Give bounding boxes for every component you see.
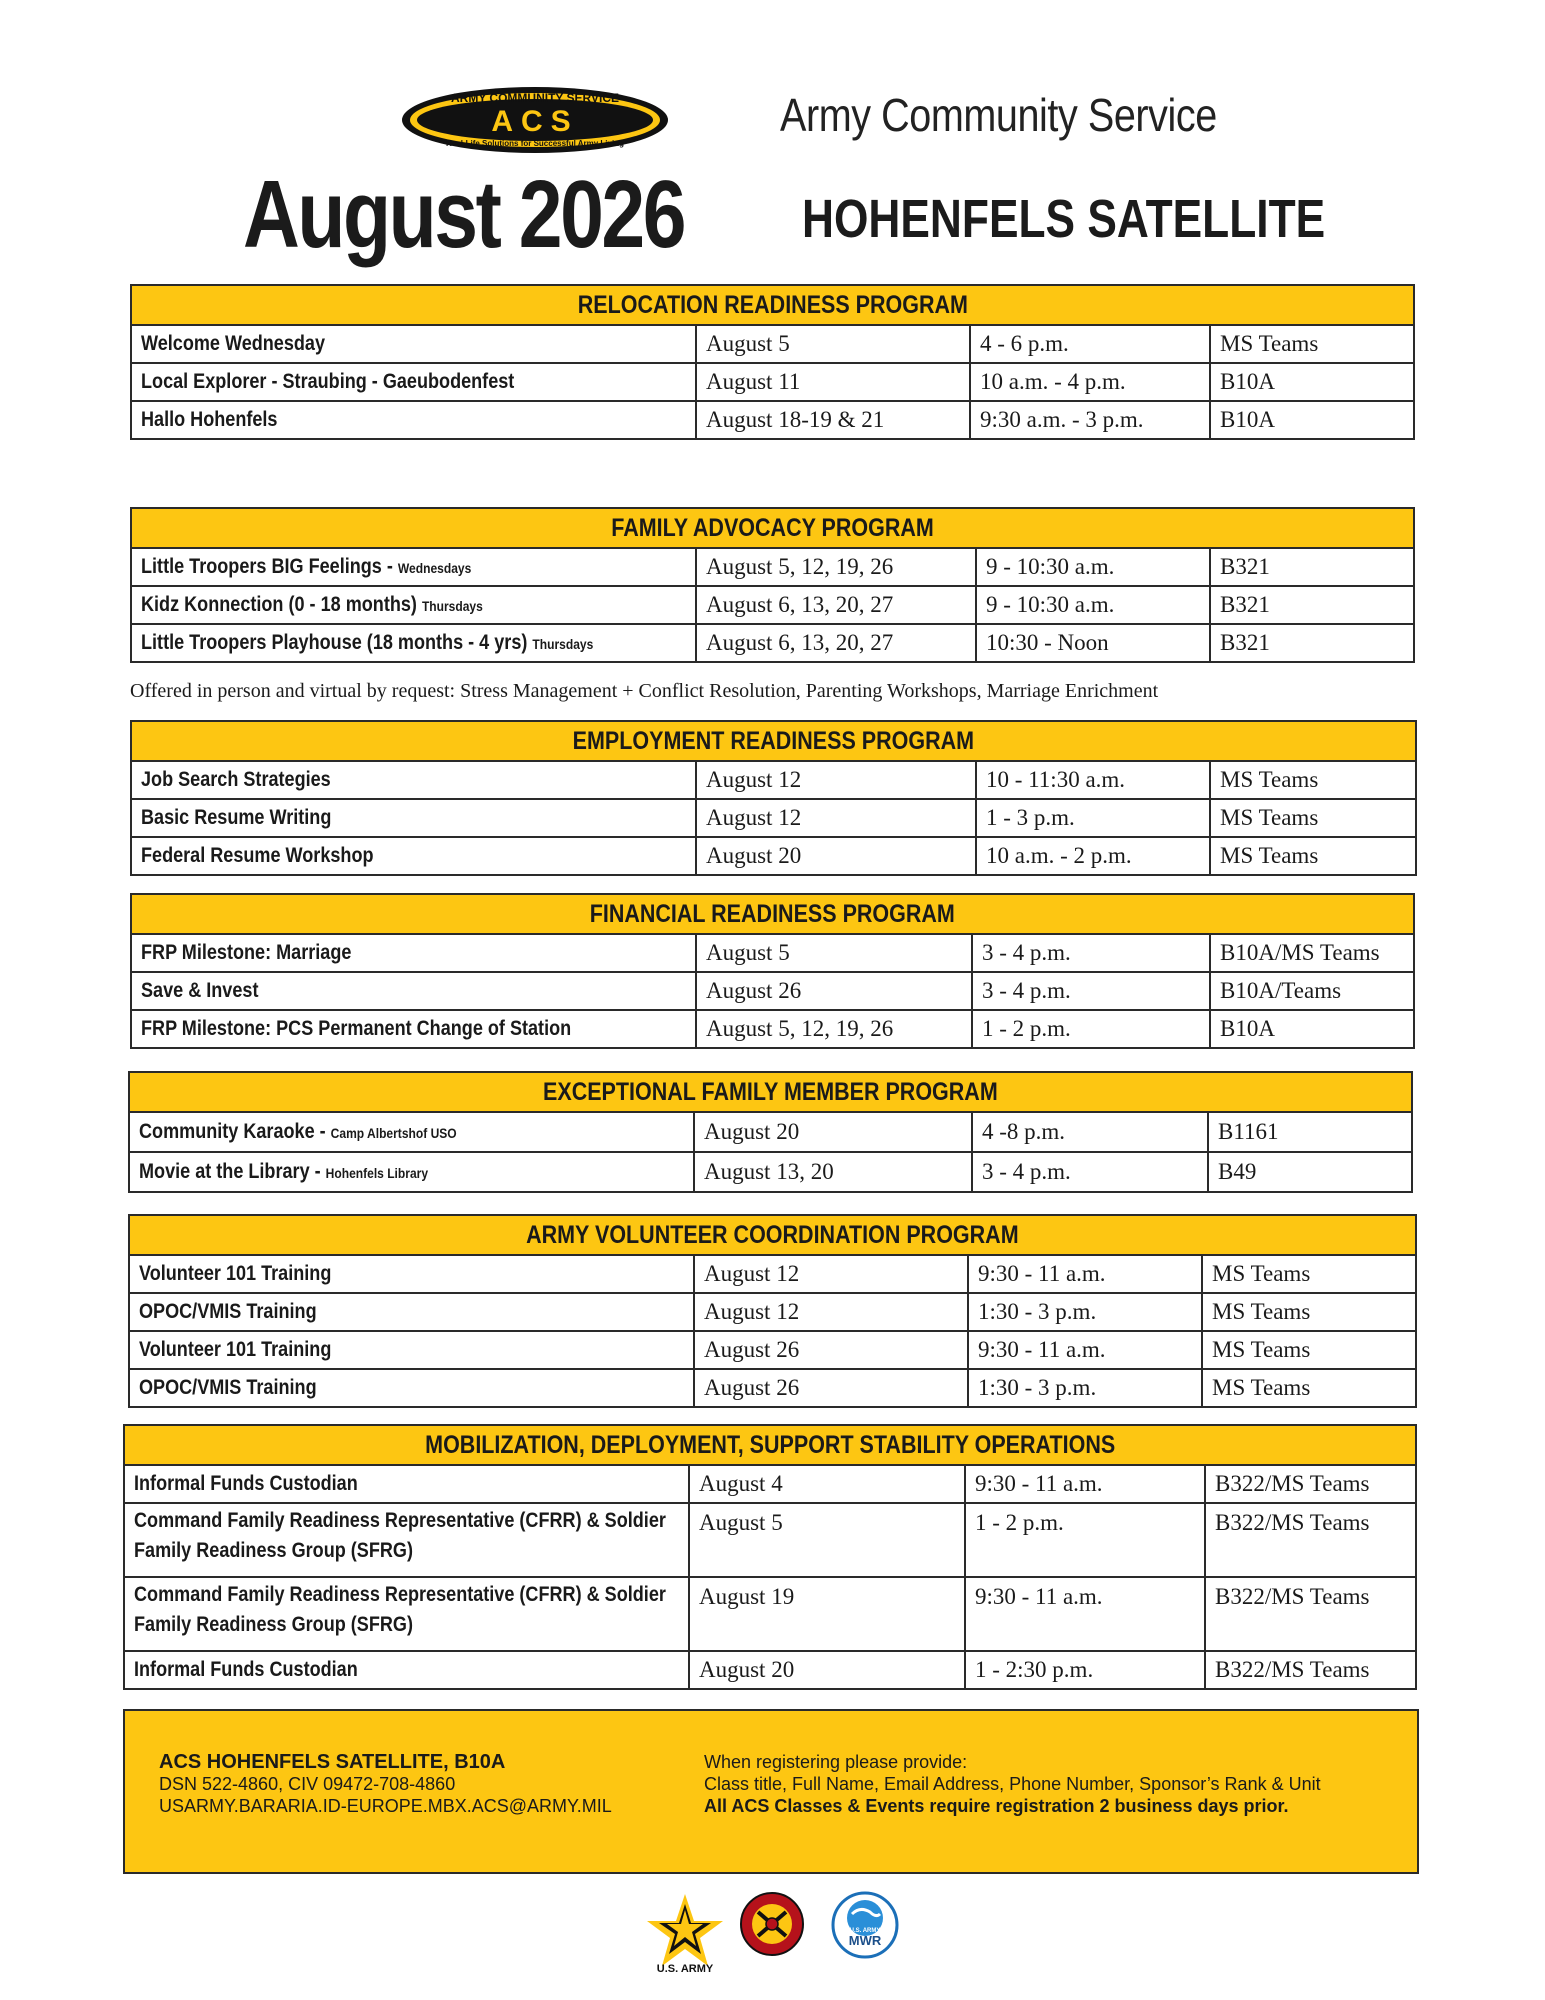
event-date: August 20	[689, 1651, 965, 1689]
mobilization-header: MOBILIZATION, DEPLOYMENT, SUPPORT STABILITY OPERATIONS	[124, 1425, 1416, 1465]
event-date: August 26	[696, 972, 972, 1010]
event-date: August 12	[694, 1255, 968, 1293]
mobilization-table	[123, 1424, 1417, 1690]
event-time: 9:30 - 11 a.m.	[965, 1465, 1205, 1503]
event-time: 9:30 - 11 a.m.	[965, 1577, 1205, 1651]
event-location: B10A/Teams	[1210, 972, 1414, 1010]
org-name: Army Community Service	[780, 89, 1217, 141]
logo-acs-text: ACS	[491, 105, 579, 138]
event-location: B322/MS Teams	[1205, 1651, 1416, 1689]
table-row	[124, 1503, 1416, 1577]
table-row	[124, 1577, 1416, 1651]
event-location: MS Teams	[1210, 799, 1416, 837]
event-location: B322/MS Teams	[1205, 1577, 1416, 1651]
event-name: Volunteer 101 Training	[139, 1262, 332, 1285]
contact-info	[159, 1751, 612, 1817]
event-location: B10A	[1210, 1010, 1414, 1048]
logo-top-text: ARMY COMMUNITY SERVICE	[450, 91, 620, 105]
event-date: August 12	[696, 761, 976, 799]
event-location: MS Teams	[1210, 837, 1416, 875]
event-name: Save & Invest	[141, 979, 259, 1002]
registration-info	[704, 1751, 1321, 1817]
table-row	[129, 1255, 1416, 1293]
table-row	[131, 761, 1416, 799]
event-time: 1 - 2 p.m.	[965, 1503, 1205, 1577]
event-name: Job Search Strategies	[141, 768, 331, 791]
event-time: 4 -8 p.m.	[972, 1112, 1208, 1152]
event-time: 3 - 4 p.m.	[972, 1152, 1208, 1192]
event-location: MS Teams	[1210, 761, 1416, 799]
event-date: August 6, 13, 20, 27	[696, 624, 976, 662]
event-time: 10 - 11:30 a.m.	[976, 761, 1210, 799]
table-row	[124, 1651, 1416, 1689]
event-name: OPOC/VMIS Training	[139, 1300, 317, 1323]
event-name: FRP Milestone: PCS Permanent Change of Station	[141, 1017, 572, 1040]
event-date: August 5, 12, 19, 26	[696, 548, 976, 586]
event-name: Kidz Konnection (0 - 18 months) Thursdays	[141, 593, 483, 616]
event-name: Welcome Wednesday	[141, 332, 326, 355]
office-name: ACS HOHENFELS SATELLITE, B10A	[159, 1751, 506, 1773]
event-name: Volunteer 101 Training	[139, 1338, 332, 1361]
volunteer-header: ARMY VOLUNTEER COORDINATION PROGRAM	[129, 1215, 1416, 1255]
event-date: August 5	[696, 934, 972, 972]
table-row	[131, 325, 1414, 363]
event-location: B322/MS Teams	[1205, 1503, 1416, 1577]
event-time: 9 - 10:30 a.m.	[976, 548, 1210, 586]
event-date: August 18-19 & 21	[696, 401, 970, 439]
event-name: Hallo Hohenfels	[141, 408, 278, 431]
event-name: Informal Funds Custodian	[134, 1472, 358, 1495]
table-row	[129, 1152, 1412, 1192]
event-time: 9:30 - 11 a.m.	[968, 1255, 1202, 1293]
efmp-header: EXCEPTIONAL FAMILY MEMBER PROGRAM	[129, 1072, 1412, 1112]
event-time: 10 a.m. - 4 p.m.	[970, 363, 1210, 401]
event-date: August 12	[696, 799, 976, 837]
event-name: Little Troopers BIG Feelings - Wednesdays	[141, 555, 472, 578]
mwr-top-text: U.S. ARMY	[849, 1928, 881, 1934]
event-date: August 12	[694, 1293, 968, 1331]
event-name: Local Explorer - Straubing - Gaeubodenfest	[141, 370, 515, 393]
event-time: 1 - 3 p.m.	[976, 799, 1210, 837]
volunteer-table	[128, 1214, 1417, 1408]
table-row	[131, 363, 1414, 401]
table-row	[131, 972, 1414, 1010]
mwr-logo	[830, 1890, 900, 1965]
event-name: OPOC/VMIS Training	[139, 1376, 317, 1399]
event-name: FRP Milestone: Marriage	[141, 941, 352, 964]
event-time: 10 a.m. - 2 p.m.	[976, 837, 1210, 875]
event-date: August 26	[694, 1369, 968, 1407]
efmp-table	[128, 1071, 1413, 1193]
event-location: MS Teams	[1202, 1255, 1416, 1293]
table-row	[131, 799, 1416, 837]
table-row	[129, 1293, 1416, 1331]
event-time: 4 - 6 p.m.	[970, 325, 1210, 363]
contact-box	[123, 1709, 1419, 1874]
event-name: Command Family Readiness Representative (CFRR) & Soldier Family Readiness Group (SFRG)	[134, 1509, 666, 1562]
table-row	[124, 1465, 1416, 1503]
email-address[interactable]: USARMY.BARARIA.ID-EUROPE.MBX.ACS@ARMY.MIL	[159, 1796, 612, 1816]
event-time: 1 - 2:30 p.m.	[965, 1651, 1205, 1689]
employment-table	[130, 720, 1417, 876]
table-row	[131, 586, 1414, 624]
event-date: August 5	[689, 1503, 965, 1577]
event-location: B10A	[1210, 363, 1414, 401]
month-title: August 2026	[243, 161, 685, 268]
registration-intro: When registering please provide:	[704, 1752, 968, 1772]
registration-rule: All ACS Classes & Events require registration 2 business days prior.	[704, 1796, 1289, 1816]
family-advocacy-table	[130, 507, 1415, 663]
table-row	[129, 1369, 1416, 1407]
event-time: 1:30 - 3 p.m.	[968, 1369, 1202, 1407]
event-location: B1161	[1208, 1112, 1412, 1152]
table-row	[131, 548, 1414, 586]
event-location: B322/MS Teams	[1205, 1465, 1416, 1503]
event-location: MS Teams	[1210, 325, 1414, 363]
event-time: 1:30 - 3 p.m.	[968, 1293, 1202, 1331]
event-location: B321	[1210, 548, 1414, 586]
event-time: 10:30 - Noon	[976, 624, 1210, 662]
event-location: MS Teams	[1202, 1369, 1416, 1407]
table-row	[131, 934, 1414, 972]
table-row	[131, 1010, 1414, 1048]
event-location: B321	[1210, 586, 1414, 624]
financial-table	[130, 893, 1415, 1049]
event-location: B49	[1208, 1152, 1412, 1192]
event-time: 3 - 4 p.m.	[972, 934, 1210, 972]
event-name: Basic Resume Writing	[141, 806, 332, 829]
event-date: August 5, 12, 19, 26	[696, 1010, 972, 1048]
event-date: August 20	[696, 837, 976, 875]
table-row	[131, 624, 1414, 662]
event-name: Community Karaoke - Camp Albertshof USO	[139, 1120, 457, 1143]
logo-bottom-text: Real-Life Solutions for Successful Army Living	[446, 139, 624, 148]
event-time: 9:30 - 11 a.m.	[968, 1331, 1202, 1369]
location-title: HOHENFELS SATELLITE	[802, 189, 1326, 249]
event-date: August 19	[689, 1577, 965, 1651]
family-advocacy-header: FAMILY ADVOCACY PROGRAM	[131, 508, 1414, 548]
event-name: Federal Resume Workshop	[141, 844, 374, 867]
event-date: August 13, 20	[694, 1152, 972, 1192]
table-row	[129, 1331, 1416, 1369]
event-time: 1 - 2 p.m.	[972, 1010, 1210, 1048]
event-location: MS Teams	[1202, 1331, 1416, 1369]
event-name: Movie at the Library - Hohenfels Library	[139, 1160, 429, 1183]
employment-header: EMPLOYMENT READINESS PROGRAM	[131, 721, 1416, 761]
event-date: August 6, 13, 20, 27	[696, 586, 976, 624]
family-advocacy-note: Offered in person and virtual by request: Stress Management + Conflict Resolution, Parenting Workshops, Marriage Enrichment	[130, 680, 1159, 702]
event-date: August 20	[694, 1112, 972, 1152]
event-date: August 11	[696, 363, 970, 401]
event-location: B10A	[1210, 401, 1414, 439]
event-time: 9 - 10:30 a.m.	[976, 586, 1210, 624]
event-location: B321	[1210, 624, 1414, 662]
phone-numbers: DSN 522-4860, CIV 09472-708-4860	[159, 1774, 456, 1794]
event-date: August 26	[694, 1331, 968, 1369]
registration-fields: Class title, Full Name, Email Address, Phone Number, Sponsor’s Rank & Unit	[704, 1774, 1321, 1794]
table-row	[131, 837, 1416, 875]
event-time: 9:30 a.m. - 3 p.m.	[970, 401, 1210, 439]
relocation-table	[130, 284, 1415, 440]
imcom-crest-logo	[740, 1890, 804, 1963]
event-name: Informal Funds Custodian	[134, 1658, 358, 1681]
table-row	[129, 1112, 1412, 1152]
army-star-logo	[645, 1890, 725, 1977]
event-date: August 5	[696, 325, 970, 363]
event-location: MS Teams	[1202, 1293, 1416, 1331]
event-time: 3 - 4 p.m.	[972, 972, 1210, 1010]
acs-logo	[400, 85, 670, 155]
table-row	[131, 401, 1414, 439]
event-name: Little Troopers Playhouse (18 months - 4 yrs) Thursdays	[141, 631, 594, 654]
event-name: Command Family Readiness Representative (CFRR) & Soldier Family Readiness Group (SFRG)	[134, 1583, 666, 1636]
mwr-text: MWR	[848, 1933, 882, 1948]
financial-header: FINANCIAL READINESS PROGRAM	[131, 894, 1414, 934]
relocation-header: RELOCATION READINESS PROGRAM	[131, 285, 1414, 325]
event-location: B10A/MS Teams	[1210, 934, 1414, 972]
army-logo-text: U.S. ARMY	[656, 1963, 714, 1972]
event-date: August 4	[689, 1465, 965, 1503]
